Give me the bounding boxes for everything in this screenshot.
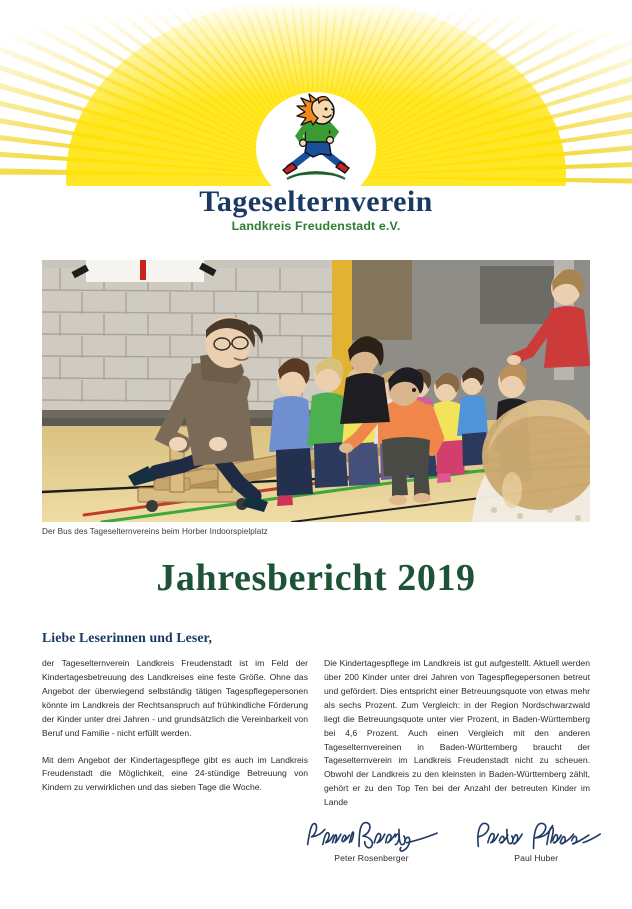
signatory-name: Paul Huber xyxy=(514,853,559,863)
logo-subtitle: Landkreis Freudenstadt e.V. xyxy=(231,218,401,233)
signature-block-2 xyxy=(465,816,608,863)
handwritten-signature-icon xyxy=(300,816,443,856)
signature-block-1 xyxy=(300,816,443,863)
photo-caption: Der Bus des Tageselternvereins beim Horber Indoorspielplatz xyxy=(42,527,268,536)
letter-column-left xyxy=(42,657,308,795)
wall-poster xyxy=(72,260,217,282)
signature-area xyxy=(300,816,590,863)
letter-salutation: Liebe Leserinnen und Leser, xyxy=(42,630,213,645)
organization-logo xyxy=(0,92,632,233)
handwritten-signature-icon xyxy=(465,816,608,856)
signatory-name: Peter Rosenberger xyxy=(334,853,409,863)
gym-scene-illustration xyxy=(42,260,590,522)
letter-column-right xyxy=(324,657,590,810)
letter-paragraph: der Tageselternverein Landkreis Freudenstadt ist im Feld der Kindertagesbetreuung des Landkreises eine feste Größe. Ohne das Angebot der überwiegend selbständig tätigen Tagespflegepersonen könnte im Landkreis der Rechtsanspruch auf frühkindliche Förderung der Kinder unter drei Jahren - und grundsätzlich die Vereinbarkeit von Beruf und Familie - nicht erfüllt werden. xyxy=(42,658,308,738)
letter-paragraph: Die Kindertagespflege im Landkreis ist gut aufgestellt. Aktuell werden über 200 Kinder unter drei Jahren von Tagespflegepersonen betreut und gefördert. Dies entspricht einer Betreuungsquote von etwas mehr als sechs Prozent. Zum Vergleich: in der Region Nordschwarzwald liegt die Betreuungsquote unter vier Prozent, in Baden-Württemberg bei 4,6 Prozent. Auch einen Vergleich mit den anderen Tageselternvereinen in Baden-Württemberg braucht der Tageselternverein im Landkreis Freudenstadt nicht zu scheuen. Obwohl der Landkreis zu den kleinsten in Baden-Württemberg zählt, gehört er zu den Top Ten bei der Anzahl der betreuten Kinder im Lande xyxy=(324,658,590,808)
logo-wordmark: Tageselternverein xyxy=(199,185,433,218)
page-title: Jahresbericht 2019 xyxy=(156,557,476,599)
cover-photograph xyxy=(42,260,590,522)
running-child-mascot-icon xyxy=(273,92,359,184)
letter-paragraph: Mit dem Angebot der Kindertagespflege gibt es auch im Landkreis Freudenstadt die Möglichkeit, eine 24-stündige Betreuung von Kindern zu verwirklichen und das sieben Tage die Woche. xyxy=(42,754,308,793)
